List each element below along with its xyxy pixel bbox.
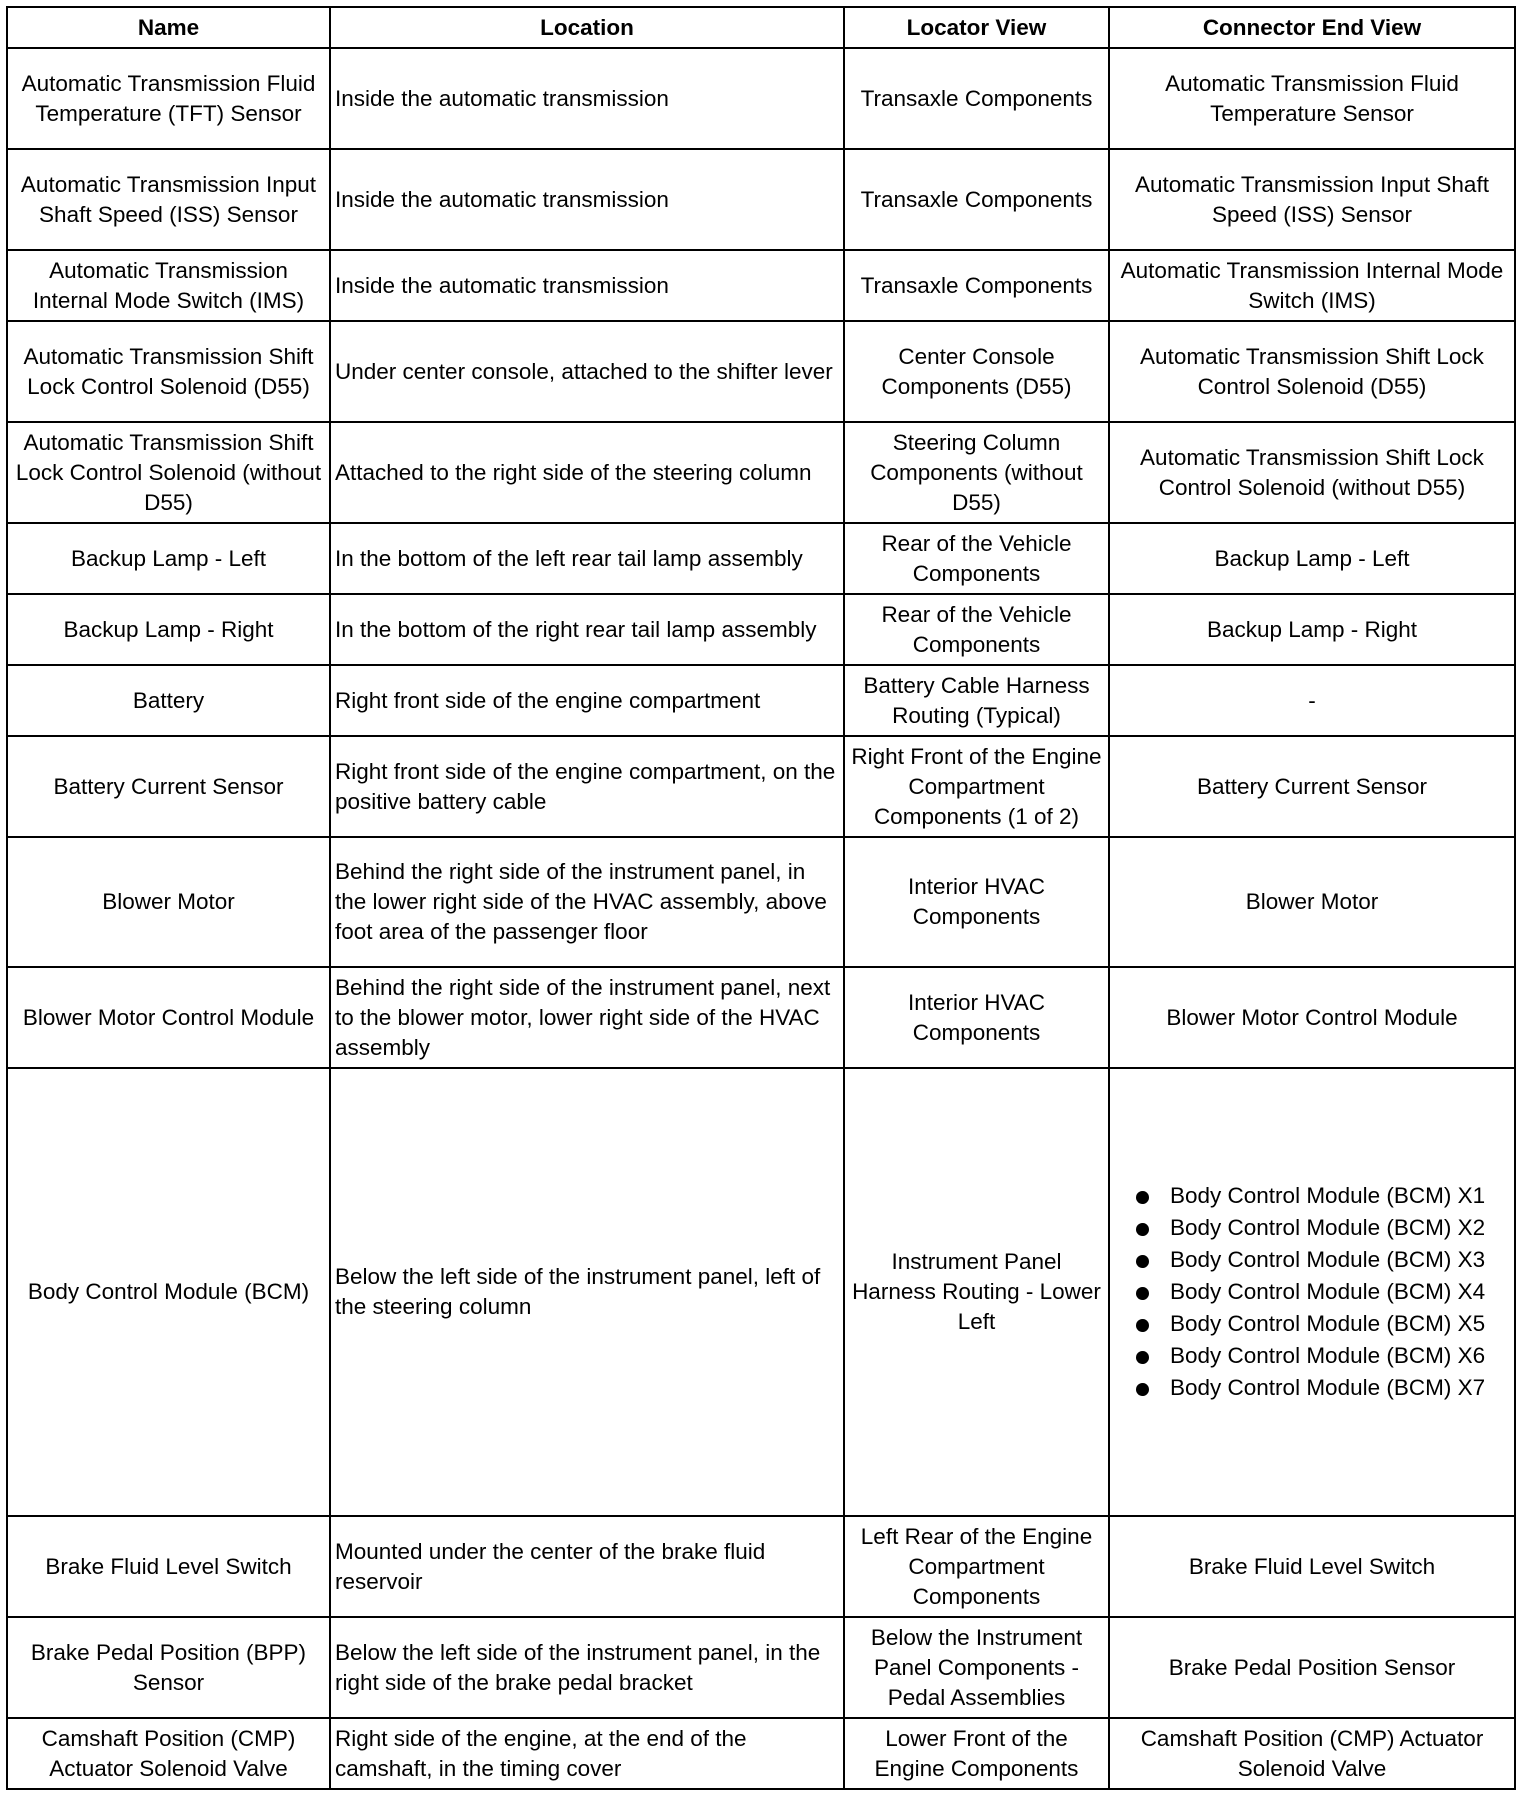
cell-name: Backup Lamp - Left <box>7 523 330 594</box>
cell-location: Inside the automatic transmission <box>330 250 844 321</box>
list-item-text: Body Control Module (BCM) X3 <box>1170 1247 1486 1272</box>
cell-name: Blower Motor <box>7 837 330 967</box>
cell-location: In the bottom of the left rear tail lamp assembly <box>330 523 844 594</box>
cell-locator-view: Steering Column Components (without D55) <box>844 422 1109 523</box>
cell-name: Automatic Transmission Shift Lock Control Solenoid (without D55) <box>7 422 330 523</box>
cell-location: Behind the right side of the instrument panel, in the lower right side of the HVAC assembly, above foot area of the passenger floor <box>330 837 844 967</box>
cell-locator-view: Interior HVAC Components <box>844 837 1109 967</box>
cell-name: Blower Motor Control Module <box>7 967 330 1068</box>
cell-locator-view: Below the Instrument Panel Components - Pedal Assemblies <box>844 1617 1109 1718</box>
table-row <box>7 1068 1515 1516</box>
cell-location: Below the left side of the instrument panel, left of the steering column <box>330 1068 844 1516</box>
cell-connector-end-view: Blower Motor <box>1109 837 1515 967</box>
bullet-icon <box>1136 1319 1149 1332</box>
bullet-icon <box>1136 1383 1149 1396</box>
cell-locator-view: Center Console Components (D55) <box>844 321 1109 422</box>
cell-name: Brake Fluid Level Switch <box>7 1516 330 1617</box>
cell-name: Automatic Transmission Input Shaft Speed (ISS) Sensor <box>7 149 330 250</box>
list-item-text: Body Control Module (BCM) X4 <box>1170 1279 1486 1304</box>
cell-location: Right front side of the engine compartment, on the positive battery cable <box>330 736 844 837</box>
table-row <box>7 1718 1515 1789</box>
list-item-text: Body Control Module (BCM) X7 <box>1170 1375 1486 1400</box>
header-connector-end-view: Connector End View <box>1109 7 1515 48</box>
cell-locator-view: Battery Cable Harness Routing (Typical) <box>844 665 1109 736</box>
cell-name: Camshaft Position (CMP) Actuator Solenoid Valve <box>7 1718 330 1789</box>
list-item-text: Body Control Module (BCM) X5 <box>1170 1311 1486 1336</box>
list-item <box>1136 1373 1510 1403</box>
cell-locator-view: Transaxle Components <box>844 250 1109 321</box>
cell-locator-view: Interior HVAC Components <box>844 967 1109 1068</box>
cell-location: In the bottom of the right rear tail lamp assembly <box>330 594 844 665</box>
cell-location: Right front side of the engine compartment <box>330 665 844 736</box>
header-locator-view: Locator View <box>844 7 1109 48</box>
list-item <box>1136 1309 1510 1339</box>
cell-connector-end-view: Battery Current Sensor <box>1109 736 1515 837</box>
table-row <box>7 422 1515 523</box>
cell-location: Inside the automatic transmission <box>330 149 844 250</box>
table-row <box>7 321 1515 422</box>
cell-connector-end-view: Brake Fluid Level Switch <box>1109 1516 1515 1617</box>
cell-name: Automatic Transmission Shift Lock Control Solenoid (D55) <box>7 321 330 422</box>
cell-locator-view: Lower Front of the Engine Components <box>844 1718 1109 1789</box>
cell-name: Battery Current Sensor <box>7 736 330 837</box>
cell-connector-end-view: Automatic Transmission Input Shaft Speed (ISS) Sensor <box>1109 149 1515 250</box>
table-row <box>7 523 1515 594</box>
list-item-text: Body Control Module (BCM) X1 <box>1170 1183 1486 1208</box>
cell-location: Mounted under the center of the brake fluid reservoir <box>330 1516 844 1617</box>
cell-location: Below the left side of the instrument panel, in the right side of the brake pedal bracket <box>330 1617 844 1718</box>
table-row <box>7 665 1515 736</box>
cell-name: Automatic Transmission Fluid Temperature (TFT) Sensor <box>7 48 330 149</box>
list-item <box>1136 1213 1510 1243</box>
connector-bullet-list <box>1114 1181 1510 1403</box>
component-locator-table <box>6 6 1516 1790</box>
table-row <box>7 1516 1515 1617</box>
bullet-icon <box>1136 1223 1149 1236</box>
cell-name: Automatic Transmission Internal Mode Switch (IMS) <box>7 250 330 321</box>
cell-locator-view: Transaxle Components <box>844 48 1109 149</box>
table-row <box>7 149 1515 250</box>
cell-name: Backup Lamp - Right <box>7 594 330 665</box>
table-row <box>7 48 1515 149</box>
cell-connector-end-view: Automatic Transmission Fluid Temperature Sensor <box>1109 48 1515 149</box>
list-item-text: Body Control Module (BCM) X6 <box>1170 1343 1486 1368</box>
bullet-icon <box>1136 1255 1149 1268</box>
cell-name: Brake Pedal Position (BPP) Sensor <box>7 1617 330 1718</box>
cell-location: Right side of the engine, at the end of the camshaft, in the timing cover <box>330 1718 844 1789</box>
table-row <box>7 736 1515 837</box>
header-location: Location <box>330 7 844 48</box>
cell-connector-end-view: - <box>1109 665 1515 736</box>
cell-connector-end-view: Automatic Transmission Internal Mode Switch (IMS) <box>1109 250 1515 321</box>
cell-location: Inside the automatic transmission <box>330 48 844 149</box>
cell-connector-end-view: Backup Lamp - Right <box>1109 594 1515 665</box>
cell-location: Attached to the right side of the steering column <box>330 422 844 523</box>
cell-locator-view: Transaxle Components <box>844 149 1109 250</box>
cell-connector-end-view: Blower Motor Control Module <box>1109 967 1515 1068</box>
list-item <box>1136 1277 1510 1307</box>
table-row <box>7 250 1515 321</box>
cell-locator-view: Right Front of the Engine Compartment Components (1 of 2) <box>844 736 1109 837</box>
cell-connector-end-view: Automatic Transmission Shift Lock Control Solenoid (D55) <box>1109 321 1515 422</box>
table-row <box>7 967 1515 1068</box>
list-item <box>1136 1341 1510 1371</box>
table-header-row <box>7 7 1515 48</box>
cell-locator-view: Rear of the Vehicle Components <box>844 523 1109 594</box>
bullet-icon <box>1136 1351 1149 1364</box>
cell-locator-view: Left Rear of the Engine Compartment Components <box>844 1516 1109 1617</box>
cell-location: Under center console, attached to the shifter lever <box>330 321 844 422</box>
list-item <box>1136 1245 1510 1275</box>
cell-locator-view: Instrument Panel Harness Routing - Lower Left <box>844 1068 1109 1516</box>
document-page <box>6 6 1514 1790</box>
cell-locator-view: Rear of the Vehicle Components <box>844 594 1109 665</box>
bullet-icon <box>1136 1191 1149 1204</box>
table-row <box>7 1617 1515 1718</box>
cell-connector-end-view: Backup Lamp - Left <box>1109 523 1515 594</box>
cell-location: Behind the right side of the instrument panel, next to the blower motor, lower right side of the HVAC assembly <box>330 967 844 1068</box>
cell-connector-end-view <box>1109 1068 1515 1516</box>
cell-name: Battery <box>7 665 330 736</box>
cell-connector-end-view: Automatic Transmission Shift Lock Control Solenoid (without D55) <box>1109 422 1515 523</box>
cell-connector-end-view: Brake Pedal Position Sensor <box>1109 1617 1515 1718</box>
table-row <box>7 594 1515 665</box>
list-item-text: Body Control Module (BCM) X2 <box>1170 1215 1486 1240</box>
cell-connector-end-view: Camshaft Position (CMP) Actuator Solenoid Valve <box>1109 1718 1515 1789</box>
cell-name: Body Control Module (BCM) <box>7 1068 330 1516</box>
bullet-icon <box>1136 1287 1149 1300</box>
list-item <box>1136 1181 1510 1211</box>
header-name: Name <box>7 7 330 48</box>
table-row <box>7 837 1515 967</box>
